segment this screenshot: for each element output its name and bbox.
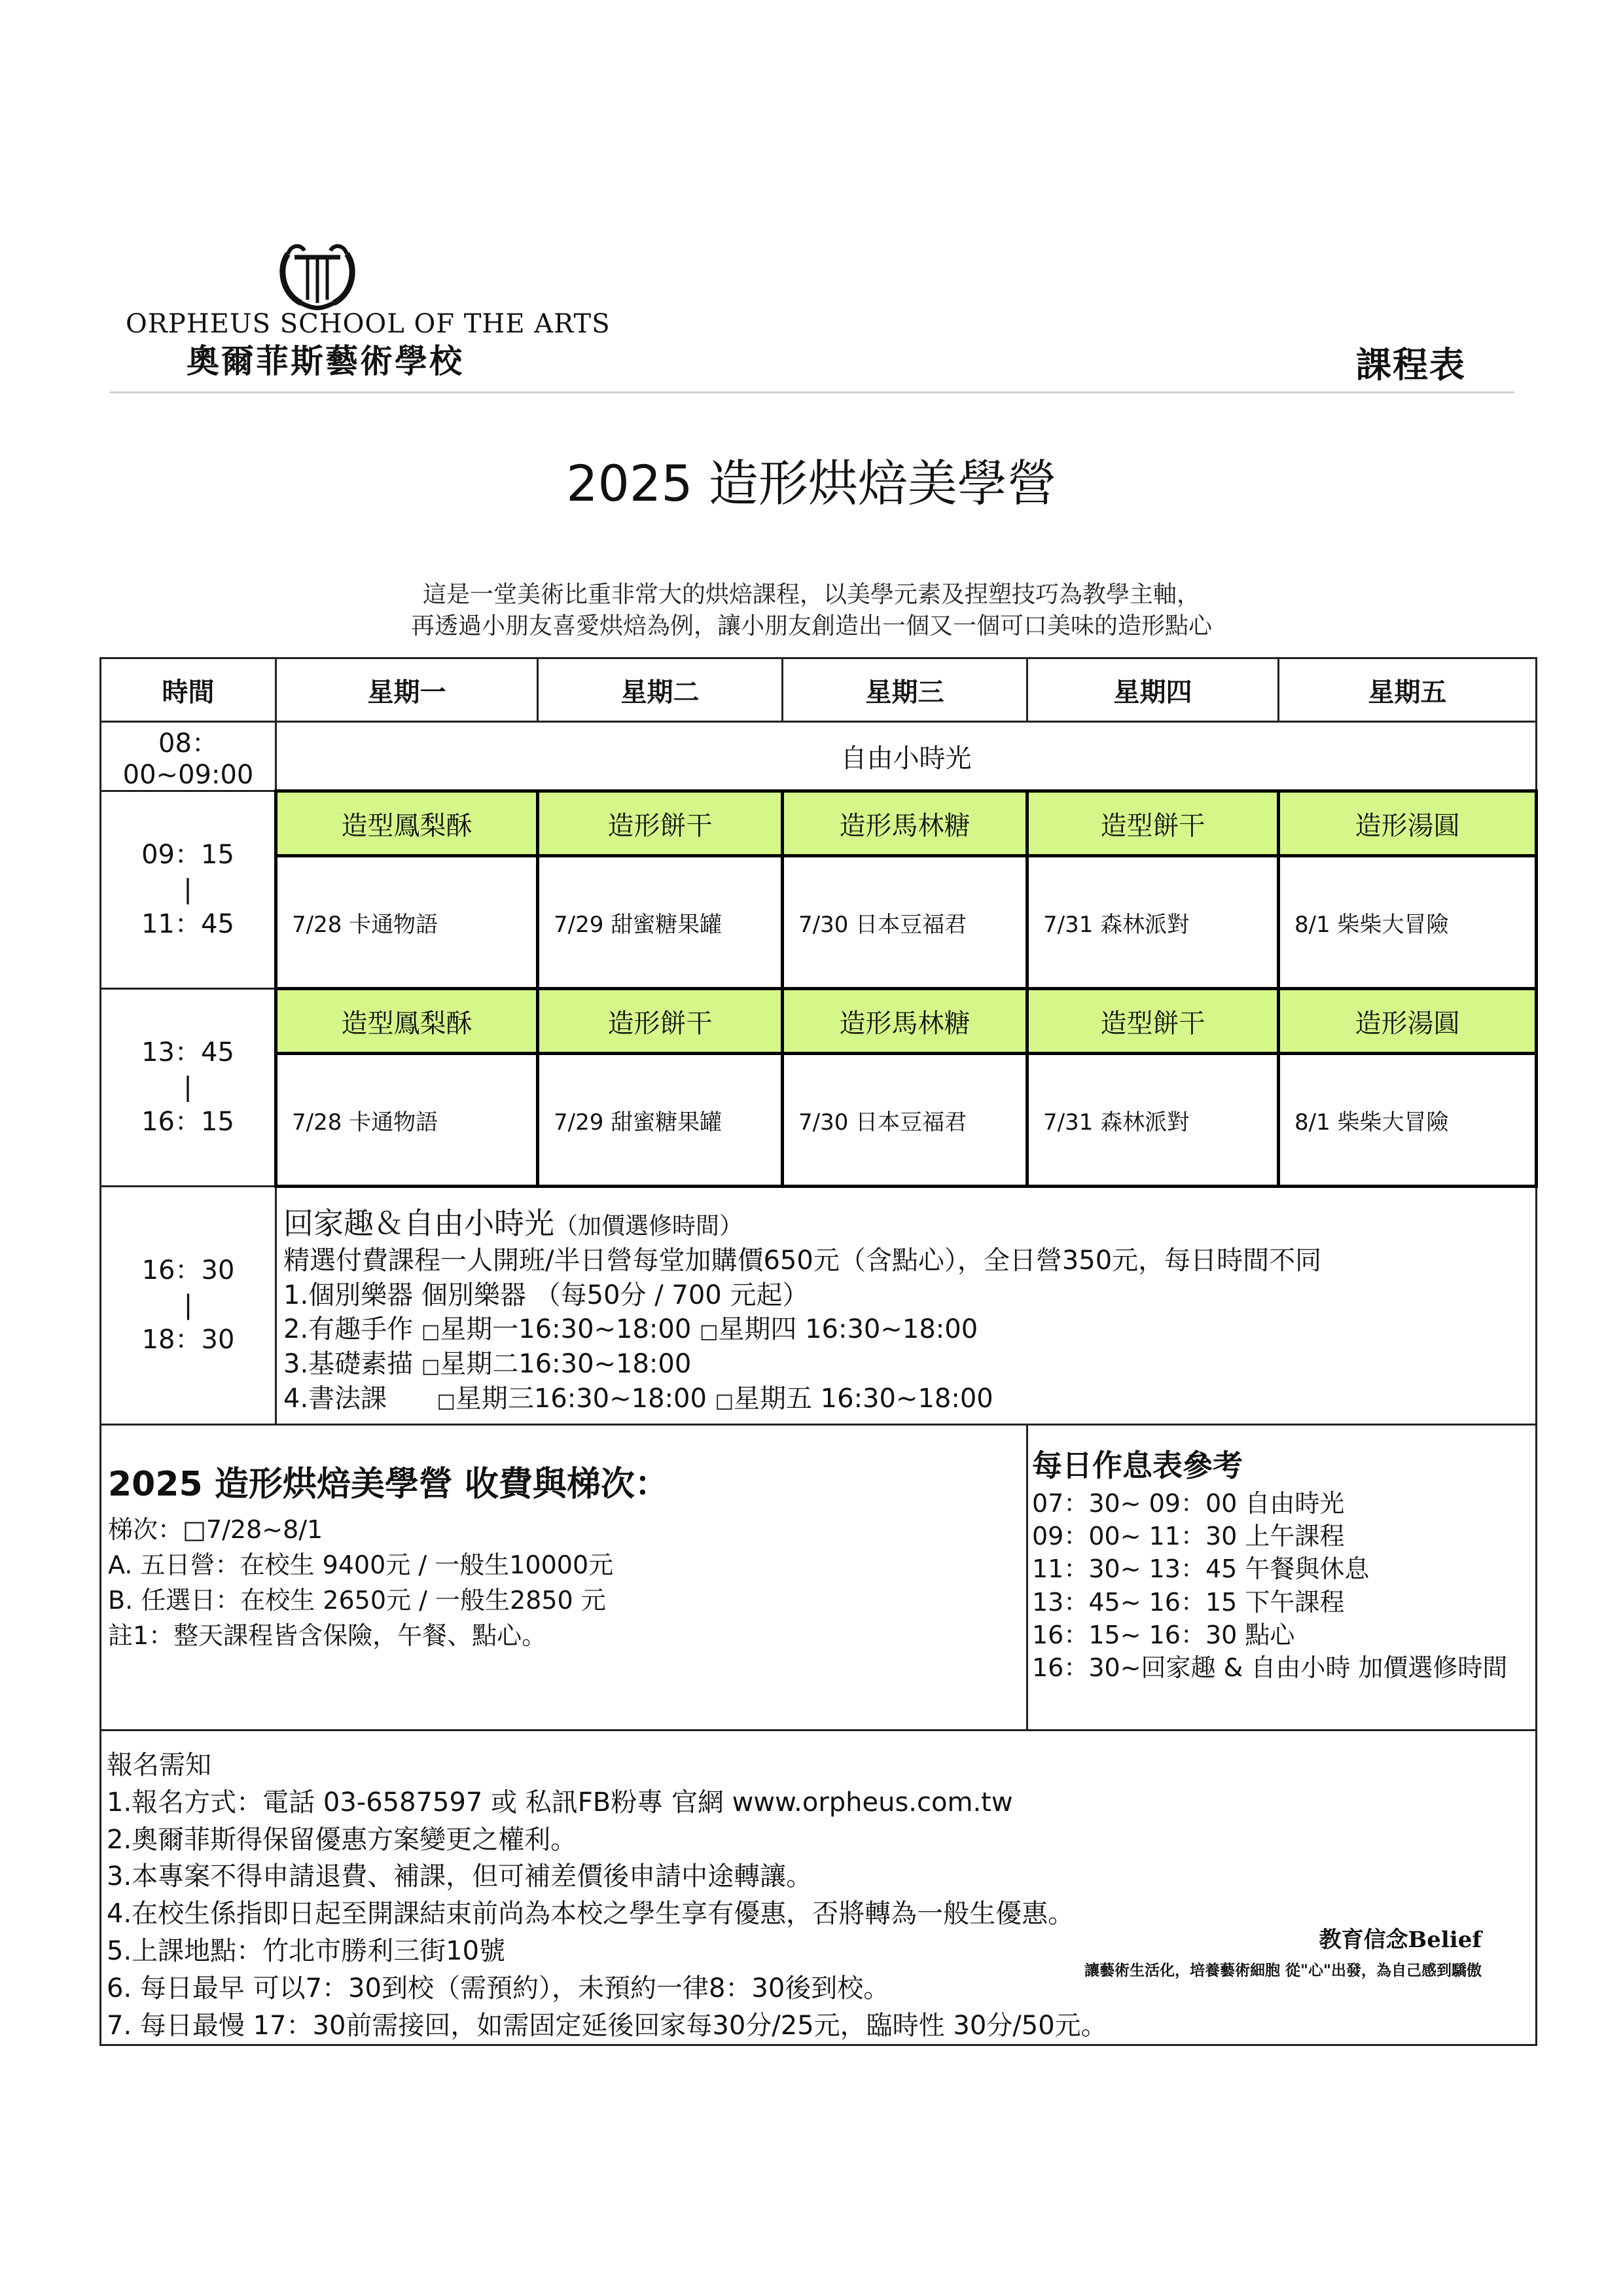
addon-description: 精選付費課程一人開班/半日營每堂加購價650元（含點心），全日營350元，每日時間不同 <box>283 1245 1322 1276</box>
routine-item: 16：15~ 16：30 點心 <box>1032 1620 1295 1649</box>
addon-time-slot <box>101 1187 276 1425</box>
afternoon-time-slot <box>101 989 276 1187</box>
free-time-slot: 08：00~09:00 <box>101 722 276 791</box>
notes-item: 6. 每日最早 可以7：30到校（需預約），未預約一律8：30後到校。 <box>107 1973 890 2003</box>
intro-line-2: 再透過小朋友喜愛烘焙為例，讓小朋友創造出一個又一個可口美味的造形點心 <box>410 613 1212 639</box>
afternoon-time-start: 13：45 <box>141 1037 234 1068</box>
document-type-label: 課程表 <box>1356 344 1466 386</box>
morning-course-thu: 造型餅干 <box>1027 791 1279 856</box>
afternoon-date-row <box>101 1054 1537 1187</box>
sketch-tue-time: 星期二16:30~18:00 <box>440 1349 692 1380</box>
belief-subtitle: 讓藝術生活化，培養藝術細胞 從"心"出發，為自己感到驕傲 <box>1084 1962 1482 1979</box>
addon-time-end: 18：30 <box>141 1324 235 1355</box>
routine-title: 每日作息表參考 <box>1032 1448 1243 1483</box>
morning-time-slot <box>101 791 276 989</box>
sketch-tue-checkbox[interactable]: □ <box>421 1355 440 1378</box>
intro-line-1: 這是一堂美術比重非常大的烘焙課程，以美學元素及捏塑技巧為教學主軸， <box>422 581 1200 608</box>
morning-date-mon: 7/28 卡通物語 <box>276 856 538 989</box>
notes-item: 4.在校生係指即日起至開課結束前尚為本校之學生享有優惠，否將轉為一般生優惠。 <box>107 1899 1075 1929</box>
morning-date-wed: 7/30 日本豆福君 <box>783 856 1027 989</box>
addon-row <box>101 1187 1537 1425</box>
morning-date-row <box>101 856 1537 989</box>
calligraphy-label: 4.書法課 <box>283 1383 387 1414</box>
morning-date-tue: 7/29 甜蜜糖果罐 <box>538 856 783 989</box>
handcraft-label: 2.有趣手作 <box>283 1314 414 1345</box>
morning-date-fri: 8/1 柴柴大冒險 <box>1279 856 1537 989</box>
routine-item: 16：30~回家趣 & 自由小時 加價選修時間 <box>1032 1653 1508 1682</box>
calligraphy-fri-checkbox[interactable]: □ <box>715 1389 734 1412</box>
notes-item: 2.奧爾菲斯得保留優惠方案變更之權利。 <box>107 1824 577 1855</box>
routine-item: 09：00~ 11：30 上午課程 <box>1032 1522 1345 1551</box>
routine-item: 13：45~ 16：15 下午課程 <box>1032 1587 1345 1617</box>
registration-notes <box>101 1731 1537 2045</box>
morning-course-fri: 造形湯圓 <box>1279 791 1537 856</box>
afternoon-time-separator: | <box>183 1072 192 1103</box>
header-monday: 星期一 <box>276 658 538 722</box>
fee-title: 2025 造形烘焙美學營 收費與梯次： <box>108 1465 669 1504</box>
morning-time-separator: | <box>183 874 192 905</box>
header-tuesday: 星期二 <box>538 658 783 722</box>
addon-option-handcraft <box>283 1312 1530 1347</box>
morning-course-tue: 造形餅干 <box>538 791 783 856</box>
afternoon-course-tue: 造形餅干 <box>538 989 783 1054</box>
addon-time-separator: | <box>183 1290 193 1321</box>
afternoon-course-mon: 造型鳳梨酥 <box>276 989 538 1054</box>
afternoon-time-end: 16：15 <box>141 1106 234 1137</box>
afternoon-date-thu: 7/31 森林派對 <box>1027 1054 1279 1187</box>
header-wednesday: 星期三 <box>783 658 1027 722</box>
fee-batch: 梯次：□7/28~8/1 <box>108 1515 323 1544</box>
afternoon-date-fri: 8/1 柴柴大冒險 <box>1279 1054 1537 1187</box>
notes-row <box>101 1731 1537 2045</box>
belief-title: 教育信念Belief <box>1319 1927 1482 1953</box>
addon-details <box>276 1187 1537 1425</box>
handcraft-mon-checkbox[interactable]: □ <box>421 1320 440 1344</box>
school-name-zh: 奧爾菲斯藝術學校 <box>187 342 464 380</box>
addon-title-note: （加價選修時間） <box>554 1213 743 1240</box>
calligraphy-wed-checkbox[interactable]: □ <box>437 1389 455 1412</box>
afternoon-course-fri: 造形湯圓 <box>1279 989 1537 1054</box>
fee-routine-row <box>101 1425 1537 1731</box>
fee-single-day: B. 任選日：在校生 2650元 / 一般生2850 元 <box>108 1585 606 1615</box>
sketch-label: 3.基礎素描 <box>283 1349 414 1380</box>
calligraphy-fri-time: 星期五 16:30~18:00 <box>733 1383 993 1414</box>
notes-item: 1.報名方式：電話 03-6587597 或 私訊FB粉專 官網 www.orpheus.com.tw <box>107 1787 1013 1818</box>
free-time-row <box>101 722 1537 791</box>
lyre-logo-icon <box>275 241 360 313</box>
addon-option-instrument: 1.個別樂器 個別樂器 （每50分 / 700 元起） <box>283 1280 809 1310</box>
addon-option-calligraphy <box>283 1382 1530 1416</box>
morning-course-row <box>101 791 1537 856</box>
afternoon-date-wed: 7/30 日本豆福君 <box>783 1054 1027 1187</box>
afternoon-date-mon: 7/28 卡通物語 <box>276 1054 538 1187</box>
notes-item: 5.上課地點：竹北市勝利三街10號 <box>107 1935 506 1966</box>
afternoon-course-row <box>101 989 1537 1054</box>
notes-item: 7. 每日最慢 17：30前需接回，如需固定延後回家每30分/25元，臨時性 30分/50元。 <box>107 2010 1107 2041</box>
morning-course-mon: 造型鳳梨酥 <box>276 791 538 856</box>
header-time: 時間 <box>101 658 276 722</box>
handcraft-thu-time: 星期四 16:30~18:00 <box>718 1314 978 1345</box>
fee-lines <box>108 1513 1021 1654</box>
addon-time-start: 16：30 <box>141 1255 235 1286</box>
school-name-en: ORPHEUS SCHOOL OF THE ARTS <box>126 309 611 339</box>
fee-five-day: A. 五日營：在校生 9400元 / 一般生10000元 <box>108 1550 614 1579</box>
morning-time-start: 09：15 <box>141 840 234 870</box>
notes-item: 3.本專案不得申請退費、補課，但可補差價後申請中途轉讓。 <box>107 1861 813 1892</box>
routine-list <box>1032 1487 1531 1684</box>
routine-item: 11：30~ 13：45 午餐與休息 <box>1032 1554 1370 1584</box>
morning-course-wed: 造形馬林糖 <box>783 791 1027 856</box>
handcraft-thu-checkbox[interactable]: □ <box>700 1320 719 1344</box>
fee-section <box>101 1425 1027 1731</box>
table-header-row <box>101 658 1537 722</box>
routine-item: 07：30~ 09：00 自由時光 <box>1032 1489 1345 1518</box>
afternoon-date-tue: 7/29 甜蜜糖果罐 <box>538 1054 783 1187</box>
afternoon-course-thu: 造型餅干 <box>1027 989 1279 1054</box>
handcraft-mon-time: 星期一16:30~18:00 <box>440 1314 692 1345</box>
fee-note: 註1：整天課程皆含保險，午餐、點心。 <box>108 1621 547 1650</box>
calligraphy-wed-time: 星期三16:30~18:00 <box>455 1383 707 1414</box>
addon-option-sketch <box>283 1347 1530 1382</box>
header-friday: 星期五 <box>1279 658 1537 722</box>
header-divider <box>110 391 1514 393</box>
afternoon-course-wed: 造形馬林糖 <box>783 989 1027 1054</box>
schedule-table <box>99 657 1538 2046</box>
morning-date-thu: 7/31 森林派對 <box>1027 856 1279 989</box>
addon-title: 回家趣＆自由小時光 <box>283 1206 554 1241</box>
header-thursday: 星期四 <box>1027 658 1279 722</box>
page-title: 2025 造形烘焙美學營 <box>566 454 1057 512</box>
notes-title: 報名需知 <box>107 1750 211 1780</box>
free-time-label: 自由小時光 <box>276 722 1537 791</box>
routine-section <box>1027 1425 1537 1731</box>
morning-time-end: 11：45 <box>141 908 234 939</box>
